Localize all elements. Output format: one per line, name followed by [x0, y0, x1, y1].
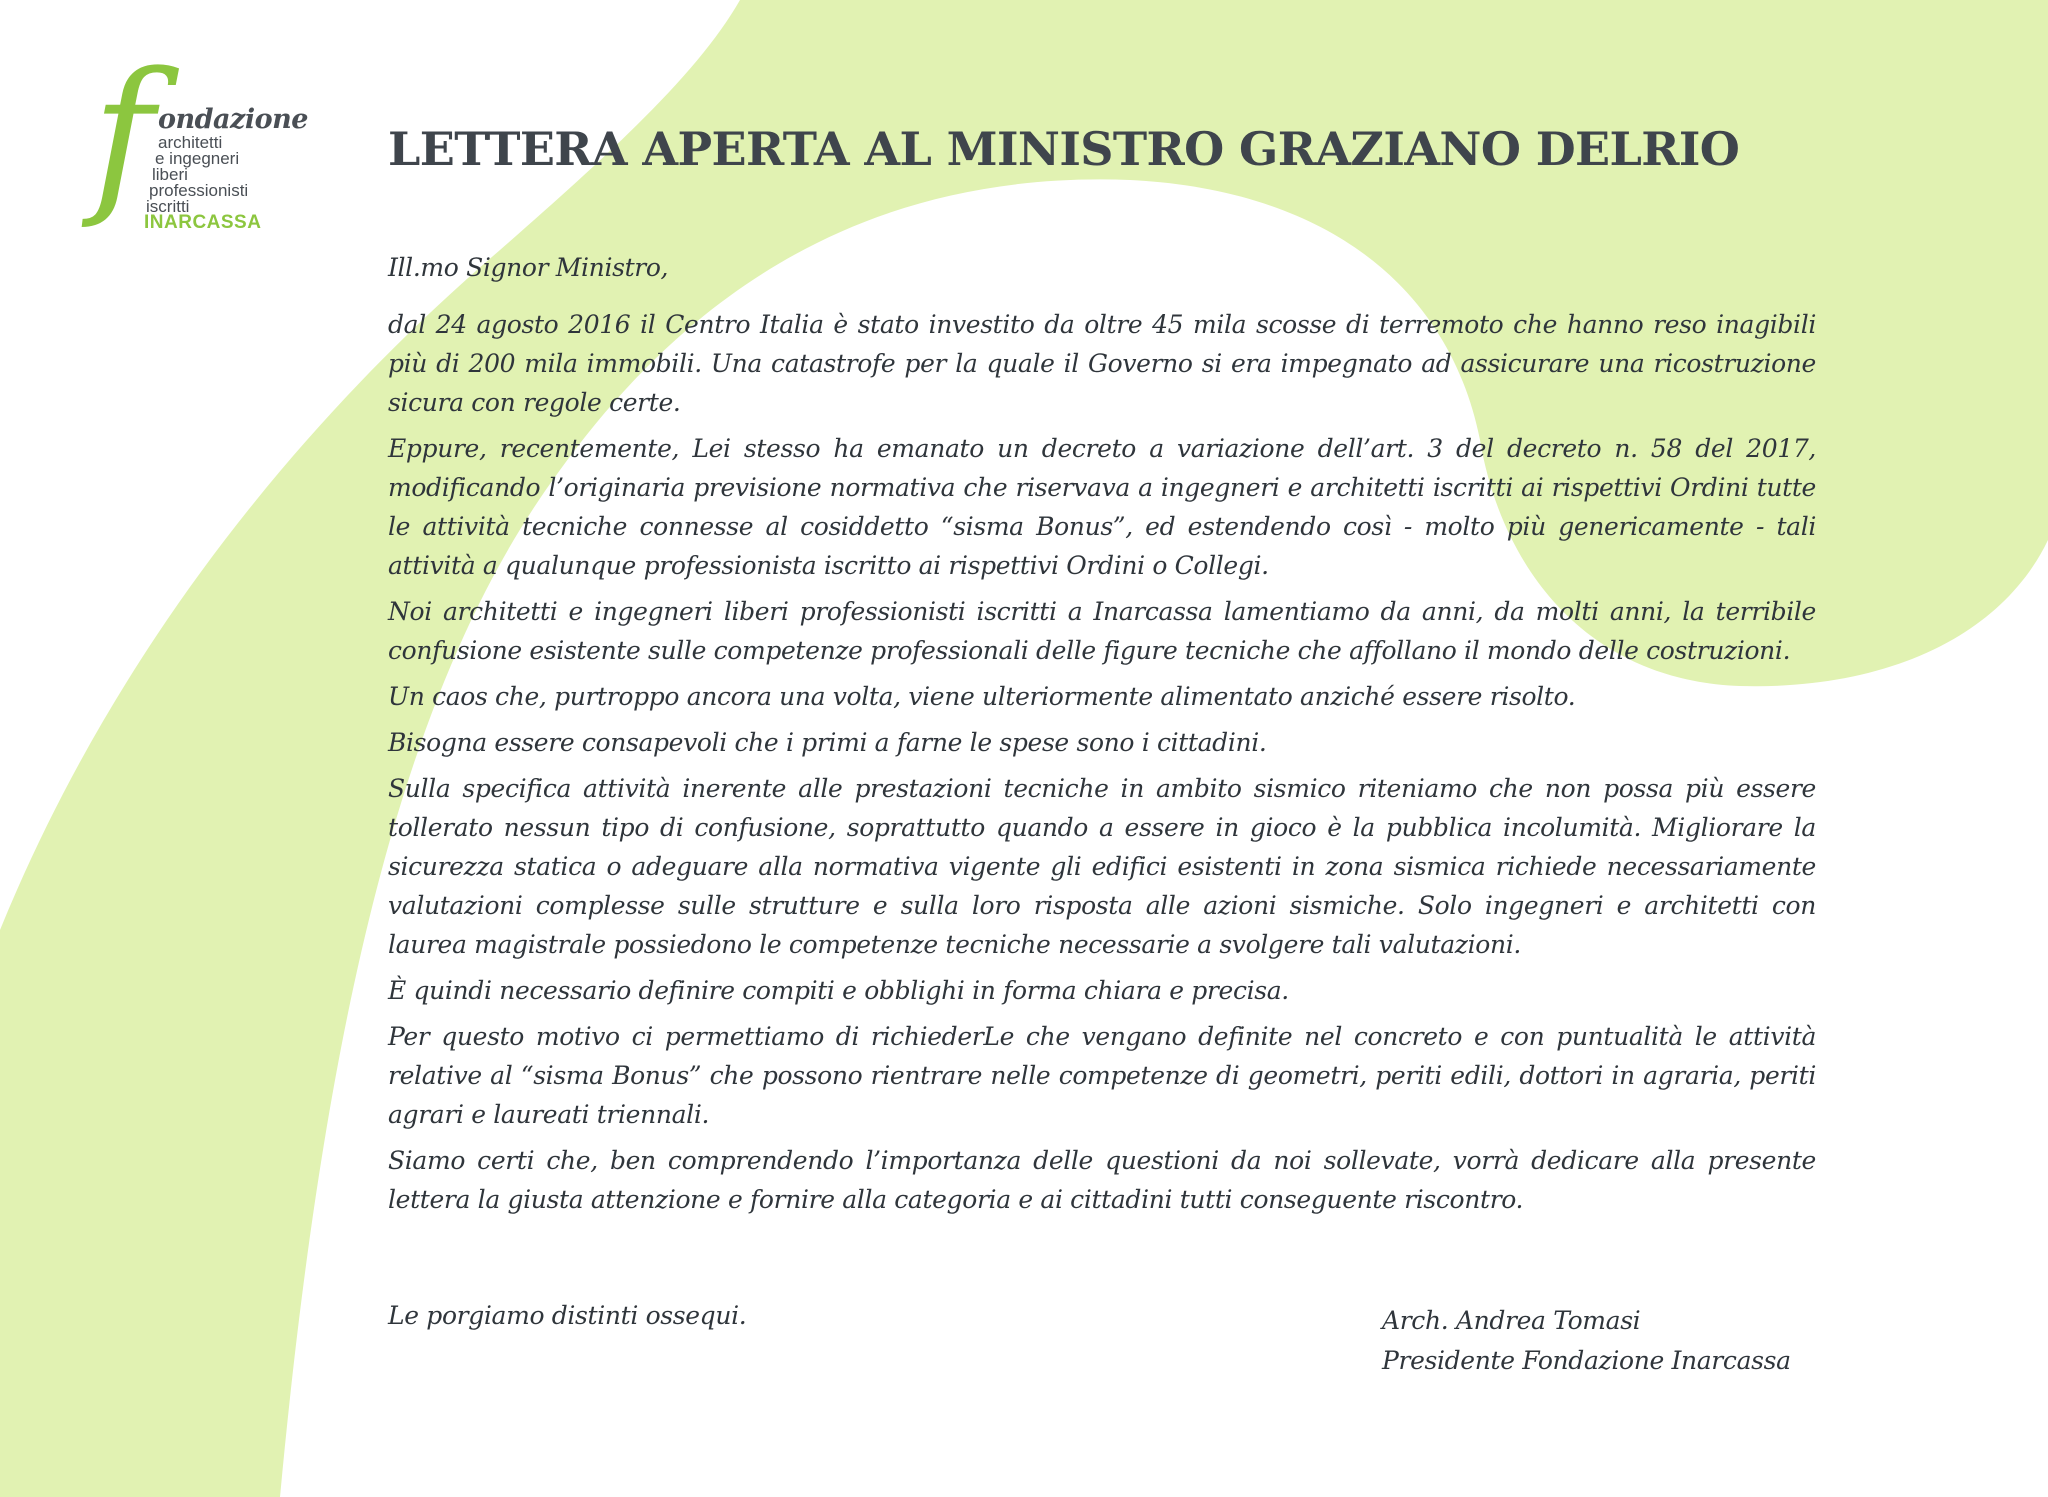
letter-body	[388, 248, 1816, 1226]
paragraph: Noi architetti e ingegneri liberi professionisti iscritti a Inarcassa lamentiamo da anni, da molti anni, la terribile confusione esistente sulle competenze professionali delle figure tecniche che affollano il mondo delle costruzioni.	[388, 597, 1816, 665]
fondazione-inarcassa-logo	[92, 36, 322, 242]
logo-f-letter: f	[92, 36, 155, 232]
logo-brand: INARCASSA	[144, 212, 262, 233]
paragraph: dal 24 agosto 2016 il Centro Italia è stato investito da oltre 45 mila scosse di terremoto che hanno reso inagibili più di 200 mila immobili. Una catastrofe per la quale il Governo si era impegnato ad assicurare una ricostruzione sicura con regole certe.	[388, 310, 1816, 417]
paragraph: Bisogna essere consapevoli che i primi a farne le spese sono i cittadini.	[388, 728, 1267, 757]
paragraph: È quindi necessario definire compiti e obblighi in forma chiara e precisa.	[388, 976, 1289, 1005]
logo-line: professionisti	[149, 181, 249, 200]
closing-line: Le porgiamo distinti ossequi.	[388, 1301, 747, 1330]
signature-role: Presidente Fondazione Inarcassa	[1382, 1346, 1791, 1375]
paragraph: Sulla specifica attività inerente alle prestazioni tecniche in ambito sismico riteniamo che non possa più essere tollerato nessun tipo di confusione, soprattutto quando a essere in gioco è la pubblica incolumità. Migliorare la sicurezza statica o adeguare alla normativa vigente gli edifici esistenti in zona sismica richiede necessariamente valutazioni complesse sulle strutture e sulla loro risposta alle azioni sismiche. Solo ingegneri e architetti con laurea magistrale possiedono le competenze tecniche necessarie a svolgere tali valutazioni.	[388, 774, 1816, 959]
salutation: Ill.mo Signor Ministro,	[388, 253, 669, 282]
logo-line: liberi	[152, 165, 188, 184]
signature-block	[1382, 1301, 1791, 1381]
paragraph: Per questo motivo ci permettiamo di richiederLe che vengano definite nel concreto e con puntualità le attività relative al “sisma Bonus” che possono rientrare nelle competenze di geometri, periti edili, dottori in agraria, periti agrari e laureati triennali.	[388, 1022, 1816, 1129]
logo-line: architetti	[158, 133, 223, 152]
paragraph: Un caos che, purtroppo ancora una volta, viene ulteriormente alimentato anziché essere risolto.	[388, 682, 1576, 711]
logo-line: e ingegneri	[155, 149, 240, 168]
signature-name: Arch. Andrea Tomasi	[1382, 1306, 1641, 1335]
logo-line: iscritti	[146, 197, 190, 216]
paragraph: Siamo certi che, ben comprendendo l’importanza delle questioni da noi sollevate, vorrà dedicare alla presente lettera la giusta attenzione e fornire alla categoria e ai cittadini tutti conseguente riscontro.	[388, 1146, 1816, 1214]
paragraph: Eppure, recentemente, Lei stesso ha emanato un decreto a variazione dell’art. 3 del decreto n. 58 del 2017, modificando l’originaria previsione normativa che riservava a ingegneri e architetti iscritti ai rispettivi Ordini tutte le attività tecniche connesse al cosiddetto “sisma Bonus”, ed estendendo così - molto più genericamente - tali attività a qualunque professionista iscritto ai rispettivi Ordini o Collegi.	[388, 434, 1816, 580]
letter-title: LETTERA APERTA AL MINISTRO GRAZIANO DELRIO	[388, 122, 1740, 176]
logo-wordmark: ondazione	[158, 104, 308, 135]
